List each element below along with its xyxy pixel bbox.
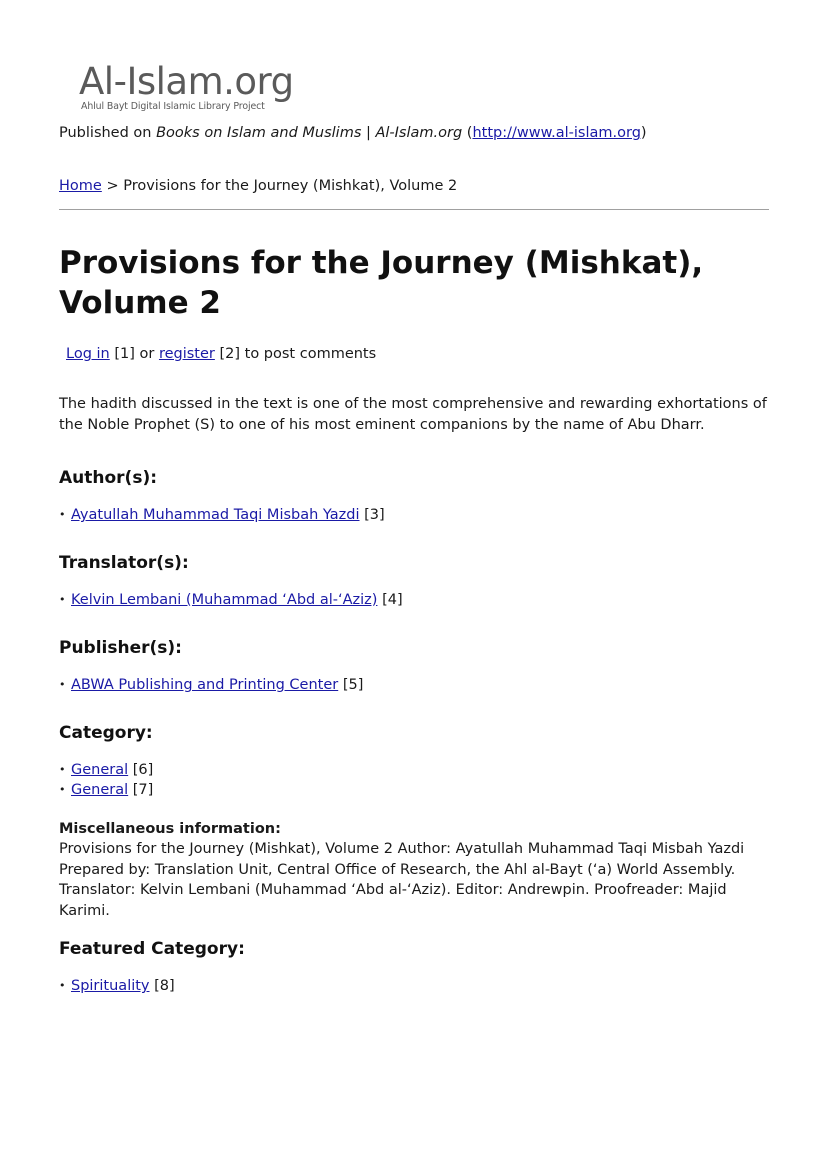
site-logo[interactable]: [79, 62, 769, 120]
misc-heading: Miscellaneous information:: [59, 821, 281, 837]
publisher-ref: [5]: [342, 677, 364, 693]
list-item: [59, 590, 769, 610]
logo-tagline: Ahlul Bayt Digital Islamic Library Project: [81, 101, 265, 112]
authors-heading: Author(s):: [59, 468, 158, 488]
published-line: Published on Books on Islam and Muslims | Al-Islam.org (http://www.al-islam.org): [59, 125, 647, 141]
comment-login-line: [59, 344, 769, 364]
login-link[interactable]: Log in: [66, 346, 110, 362]
list-item: [59, 505, 769, 525]
list-item: [59, 675, 769, 695]
publishers-list: [59, 675, 769, 695]
list-item: [59, 780, 769, 800]
featured-link[interactable]: Spirituality: [71, 978, 150, 994]
or-text: or: [139, 346, 155, 362]
document-page: [59, 62, 769, 996]
author-ref: [3]: [364, 507, 385, 523]
misc-text: Provisions for the Journey (Mishkat), Volume 2 Author: Ayatullah Muhammad Taqi Misbah Yazdi Prepared by: Translation Unit, Central Office of Research, the Ahl al-Bayt (‘a) World Assembly. Translator: Kelvin Lembani (Muhammad ‘Abd al-‘Aziz). Editor: Andrewpin. Proofreader: Majid Karimi.: [59, 841, 745, 919]
header-divider: [59, 209, 769, 210]
category-link[interactable]: General: [71, 782, 129, 798]
category-ref: [6]: [132, 762, 154, 778]
category-list: [59, 760, 769, 800]
list-item: [59, 976, 769, 996]
category-link[interactable]: General: [71, 762, 129, 778]
book-description: The hadith discussed in the text is one of the most comprehensive and rewarding exhortations of the Noble Prophet (S) to one of his most eminent companions by the name of Abu Dharr.: [59, 396, 767, 433]
breadcrumb-current: Provisions for the Journey (Mishkat), Volume 2: [123, 178, 458, 194]
published-prefix: Published on: [59, 125, 152, 141]
category-ref: [7]: [132, 782, 154, 798]
publisher-link[interactable]: ABWA Publishing and Printing Center: [71, 677, 339, 693]
list-item: [59, 760, 769, 780]
breadcrumb: [59, 176, 769, 196]
comments-suffix: to post comments: [244, 346, 377, 362]
translator-link[interactable]: Kelvin Lembani (Muhammad ‘Abd al-‘Aziz): [71, 592, 378, 608]
translator-ref: [4]: [382, 592, 403, 608]
login-ref: [1]: [114, 346, 135, 362]
author-link[interactable]: Ayatullah Muhammad Taqi Misbah Yazdi: [71, 507, 360, 523]
translators-heading: Translator(s):: [59, 553, 189, 573]
page-title: Provisions for the Journey (Mishkat), Volume 2: [59, 245, 704, 321]
site-url-link[interactable]: http://www.al-islam.org: [472, 125, 641, 141]
authors-list: [59, 505, 769, 525]
site-title: Books on Islam and Muslims | Al-Islam.org: [156, 125, 463, 141]
featured-ref: [8]: [154, 978, 175, 994]
breadcrumb-home-link[interactable]: Home: [59, 178, 102, 194]
featured-list: [59, 976, 769, 996]
category-heading: Category:: [59, 723, 153, 743]
publishers-heading: Publisher(s):: [59, 638, 182, 658]
translators-list: [59, 590, 769, 610]
register-link[interactable]: register: [158, 346, 215, 362]
featured-heading: Featured Category:: [59, 939, 245, 959]
logo-wordmark: Al-Islam.org: [79, 60, 294, 103]
register-ref: [2]: [219, 346, 241, 362]
breadcrumb-separator: >: [106, 178, 119, 194]
